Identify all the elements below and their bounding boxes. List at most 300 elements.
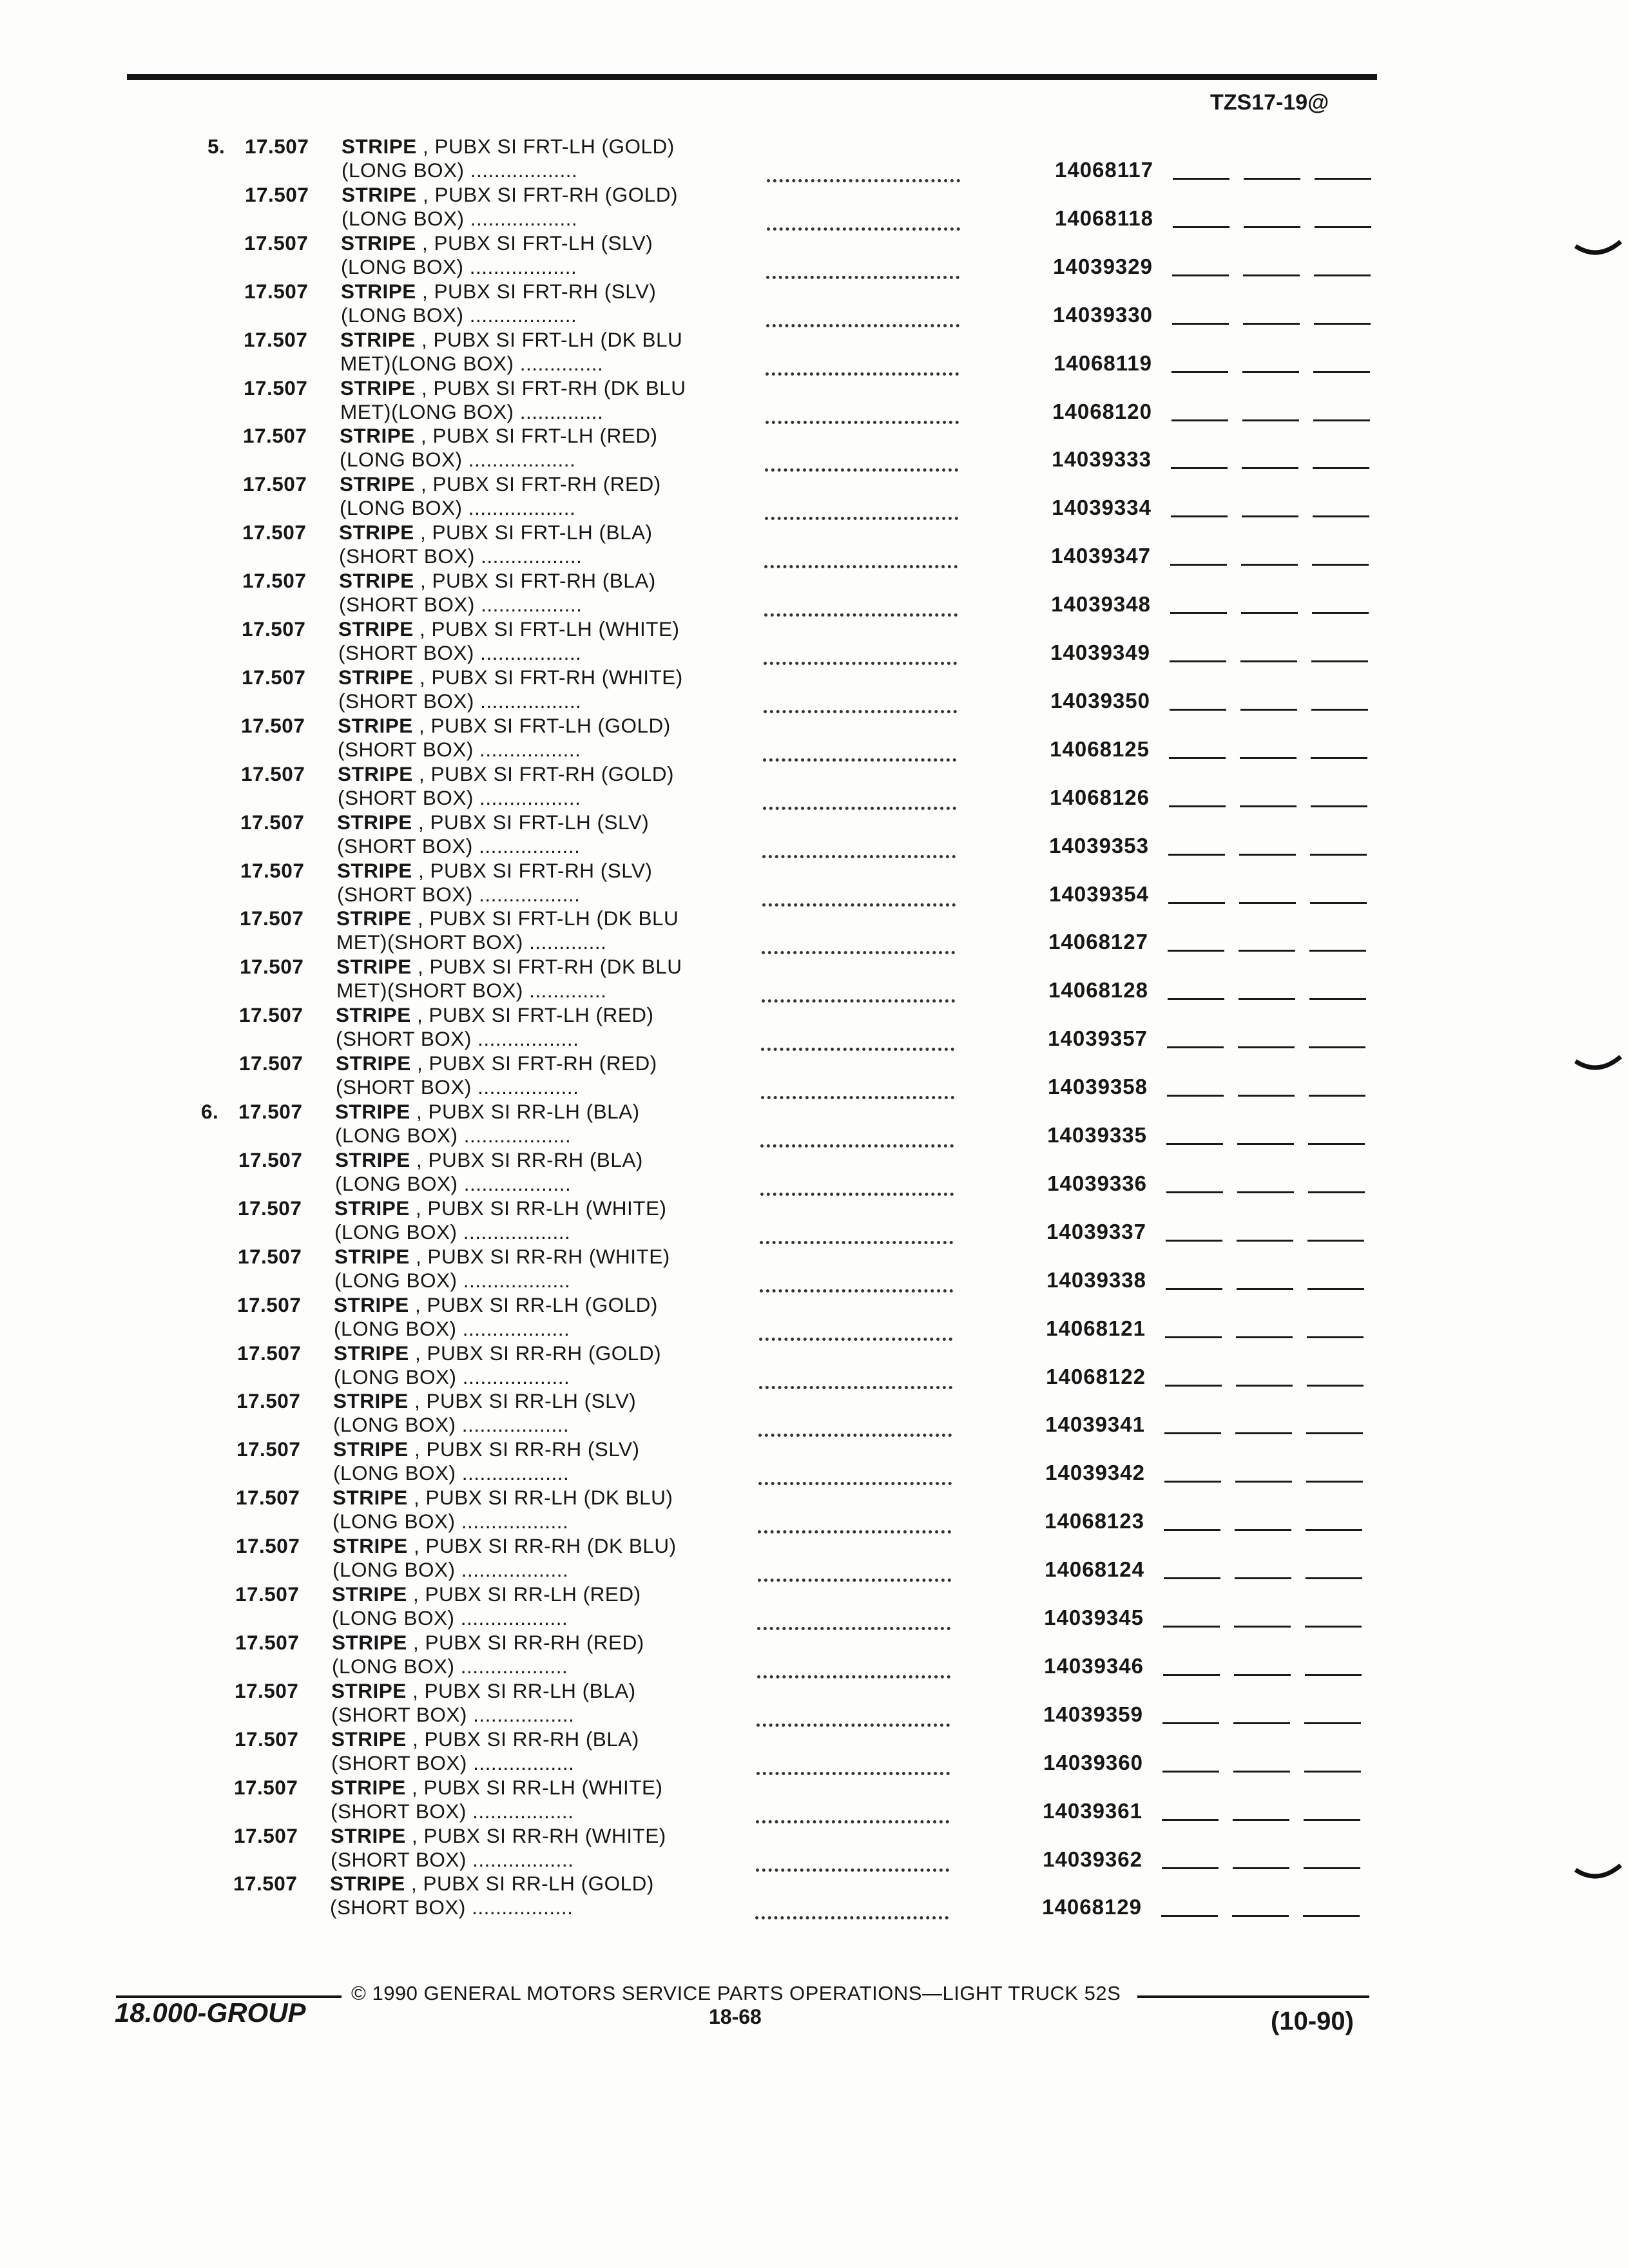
parts-entry — [0, 1582, 1619, 1630]
quantity-blank — [1171, 515, 1228, 517]
description-line-2: MET)(LONG BOX) .............. — [340, 400, 604, 423]
description-text: , PUBX SI RR-LH (GOLD) — [409, 1293, 658, 1316]
part-number: 14068123 — [1045, 1509, 1144, 1533]
description-line-2: (LONG BOX) .................. — [334, 1269, 571, 1292]
description-text: , PUBX SI RR-LH (WHITE) — [405, 1776, 663, 1799]
quantity-blank — [1236, 1336, 1293, 1338]
description-label: STRIPE — [336, 907, 412, 930]
description-line-1 — [339, 568, 656, 593]
description-line-1 — [332, 1582, 641, 1606]
parts-entry — [0, 1533, 1620, 1582]
description-label: STRIPE — [338, 762, 413, 785]
parts-entry — [0, 1389, 1621, 1437]
quantity-blank — [1304, 1819, 1360, 1821]
part-number: 14039345 — [1044, 1606, 1144, 1629]
quantity-blank — [1240, 709, 1297, 711]
description-line-2: (SHORT BOX) ................. — [338, 689, 582, 713]
description-line-1 — [339, 520, 653, 544]
description-line-1 — [334, 1341, 661, 1365]
description-text: , PUBX SI FRT-RH (RED) — [414, 472, 661, 495]
description-line-2: (LONG BOX) .................. — [333, 1510, 569, 1533]
leader-dots — [760, 1131, 954, 1148]
group-number: 17.507 — [242, 569, 307, 592]
description-label: STRIPE — [339, 521, 414, 544]
part-number: 14068121 — [1046, 1316, 1146, 1340]
quantity-blank — [1303, 1915, 1360, 1917]
quantity-blank — [1165, 1385, 1222, 1387]
description-text: , PUBX SI FRT-LH (DK BLU — [415, 328, 683, 351]
group-number: 17.507 — [244, 328, 308, 351]
footer-group-label: 18.000-GROUP — [115, 1997, 306, 2028]
quantity-blank — [1166, 1191, 1223, 1193]
description-line-2: MET)(LONG BOX) .............. — [340, 352, 604, 375]
quantity-blank — [1308, 1191, 1365, 1193]
item-number — [207, 279, 239, 303]
parts-entry — [0, 376, 1628, 424]
leader-dots — [761, 1035, 954, 1051]
parts-entry — [0, 568, 1626, 617]
quantity-blank — [1241, 564, 1298, 566]
description-label: STRIPE — [342, 183, 417, 206]
description-line-1 — [334, 1293, 658, 1317]
revision-date: (10-90) — [1271, 2007, 1354, 2035]
parts-entry — [0, 906, 1624, 954]
description-label: STRIPE — [338, 617, 414, 640]
item-number — [197, 1823, 229, 1848]
quantity-blank — [1162, 1819, 1219, 1821]
group-number: 17.507 — [245, 135, 309, 158]
description-text: , PUBX SI FRT-LH (WHITE) — [413, 617, 680, 640]
description-label: STRIPE — [337, 811, 412, 834]
leader-dots — [767, 166, 960, 182]
quantity-blank — [1169, 757, 1226, 759]
quantity-blank — [1237, 1143, 1294, 1145]
quantity-blank — [1170, 660, 1226, 662]
description-text: , PUBX SI FRT-RH (BLA) — [414, 569, 656, 592]
description-text: , PUBX SI FRT-LH (DK BLU — [411, 907, 679, 930]
item-number — [206, 327, 238, 352]
page-code: TZS17-19@ — [1210, 90, 1329, 115]
quantity-blank — [1306, 1529, 1362, 1531]
quantity-blank — [1239, 902, 1296, 904]
quantity-blank — [1312, 612, 1369, 614]
group-number: 17.507 — [241, 762, 305, 785]
quantity-blank — [1173, 226, 1229, 228]
parts-entry — [0, 1341, 1621, 1389]
group-number: 17.507 — [234, 1776, 298, 1799]
description-line-2: (SHORT BOX) ................. — [331, 1848, 574, 1871]
quantity-blank — [1309, 1095, 1365, 1097]
quantity-blank — [1240, 660, 1297, 662]
part-number: 14039362 — [1043, 1847, 1142, 1871]
part-number: 14068122 — [1046, 1365, 1146, 1389]
part-number: 14068117 — [1054, 158, 1153, 182]
description-text: , PUBX SI FRT-RH (SLV) — [416, 280, 657, 303]
leader-dots — [765, 504, 958, 520]
description-text: , PUBX SI RR-RH (WHITE) — [405, 1824, 666, 1847]
part-number: 14039347 — [1051, 544, 1151, 568]
description-text: , PUBX SI RR-RH (SLV) — [408, 1437, 640, 1461]
group-number: 17.507 — [236, 1389, 301, 1412]
item-number — [205, 568, 237, 593]
group-number: 17.507 — [243, 472, 307, 495]
group-number: 17.507 — [242, 617, 306, 640]
quantity-blank — [1307, 1385, 1364, 1387]
parts-entry — [0, 1871, 1617, 1919]
description-text: , PUBX SI FRT-LH (SLV) — [416, 231, 653, 255]
description-line-2: (SHORT BOX) ................. — [330, 1896, 574, 1919]
description-line-1 — [338, 713, 671, 738]
part-number: 14039333 — [1052, 447, 1152, 471]
description-line-1 — [340, 423, 658, 448]
description-line-1 — [338, 665, 683, 689]
group-number: 17.507 — [244, 376, 308, 399]
quantity-blank — [1172, 274, 1229, 276]
group-number: 17.507 — [242, 666, 306, 689]
group-number: 17.507 — [240, 811, 305, 834]
description-text: , PUBX SI FRT-RH (DK BLU — [415, 376, 686, 399]
description-line-1 — [334, 1196, 667, 1220]
quantity-blank — [1305, 1674, 1362, 1676]
item-number: 6. — [201, 1100, 219, 1123]
description-label: STRIPE — [334, 1245, 410, 1268]
leader-dots — [766, 263, 959, 279]
quantity-blank — [1242, 419, 1299, 421]
description-line-2: (LONG BOX) .................. — [340, 448, 576, 471]
parts-entry — [0, 1293, 1621, 1341]
quantity-blank — [1238, 1046, 1295, 1048]
description-line-1 — [335, 1099, 640, 1124]
item-number — [206, 376, 238, 400]
quantity-blank — [1166, 1143, 1223, 1145]
item-number — [206, 423, 238, 448]
item-number — [198, 1582, 230, 1606]
quantity-blank — [1170, 612, 1227, 614]
description-line-2: (SHORT BOX) ................. — [336, 1027, 579, 1050]
parts-entry — [0, 1196, 1622, 1244]
quantity-blank — [1304, 1867, 1360, 1869]
description-line-2: (LONG BOX) .................. — [342, 159, 578, 182]
description-line-2: (SHORT BOX) ................. — [338, 641, 582, 664]
description-line-1 — [342, 134, 675, 159]
part-number: 14039349 — [1050, 640, 1150, 664]
leader-dots — [763, 794, 956, 810]
quantity-blank — [1168, 854, 1225, 856]
leader-dots — [766, 360, 959, 376]
quantity-blank — [1173, 178, 1229, 180]
quantity-blank — [1311, 709, 1368, 711]
item-number — [200, 1244, 233, 1269]
description-line-2: (LONG BOX) .................. — [334, 1365, 570, 1389]
leader-dots — [762, 890, 956, 907]
margin-tick-mark — [1572, 1047, 1624, 1086]
description-label: STRIPE — [332, 1631, 407, 1654]
group-number: 17.507 — [241, 714, 305, 737]
description-line-1 — [331, 1823, 666, 1848]
description-line-2: (SHORT BOX) ................. — [339, 544, 583, 568]
leader-dots — [759, 1373, 952, 1389]
description-line-1 — [331, 1678, 636, 1703]
description-line-2: (LONG BOX) .................. — [334, 1220, 571, 1244]
quantity-blank — [1238, 1095, 1295, 1097]
group-number: 17.507 — [245, 183, 309, 206]
description-label: STRIPE — [332, 1582, 407, 1606]
quantity-blank — [1233, 1867, 1289, 1869]
quantity-blank — [1166, 1240, 1222, 1242]
quantity-blank — [1233, 1819, 1289, 1821]
description-label: STRIPE — [340, 328, 416, 351]
footer-rule-right — [1137, 1995, 1369, 1998]
group-number: 17.507 — [238, 1148, 303, 1171]
parts-entry — [0, 1630, 1619, 1678]
quantity-blank — [1237, 1240, 1293, 1242]
parts-entry — [0, 762, 1625, 810]
description-line-1 — [336, 906, 679, 930]
parts-entry — [0, 713, 1625, 762]
leader-dots — [762, 938, 955, 954]
leader-dots — [761, 1083, 954, 1099]
description-line-2: (SHORT BOX) ................. — [331, 1703, 575, 1726]
quantity-blank — [1243, 323, 1300, 325]
parts-entry — [0, 1678, 1619, 1727]
quantity-blank — [1304, 1722, 1361, 1724]
description-line-2: (LONG BOX) .................. — [341, 303, 577, 327]
leader-dots — [760, 1276, 953, 1293]
quantity-blank — [1168, 902, 1225, 904]
item-number — [204, 617, 236, 641]
description-text: , PUBX SI RR-LH (BLA) — [410, 1100, 640, 1123]
quantity-blank — [1168, 998, 1224, 1000]
item-number — [199, 1389, 231, 1413]
parts-entry — [0, 665, 1626, 713]
quantity-blank — [1170, 709, 1226, 711]
description-line-1 — [333, 1533, 677, 1558]
description-text: , PUBX SI FRT-LH (GOLD) — [412, 714, 671, 737]
part-number: 14039358 — [1048, 1075, 1148, 1099]
leader-dots — [764, 649, 957, 665]
description-text: , PUBX SI RR-RH (BLA) — [406, 1727, 639, 1751]
description-line-1 — [340, 327, 682, 352]
description-label: STRIPE — [341, 280, 416, 303]
description-line-1 — [342, 182, 678, 207]
item-number — [205, 520, 237, 544]
description-line-2: (LONG BOX) .................. — [333, 1558, 569, 1581]
quantity-blank — [1162, 1867, 1219, 1869]
description-text: , PUBX SI RR-LH (WHITE) — [409, 1196, 667, 1220]
description-line-1 — [337, 810, 649, 834]
description-line-1 — [334, 1244, 670, 1269]
group-number: 17.507 — [235, 1582, 300, 1606]
description-line-2: (SHORT BOX) ................. — [331, 1751, 575, 1774]
parts-entry — [0, 279, 1628, 327]
group-number: 17.507 — [238, 1245, 302, 1268]
description-label: STRIPE — [338, 666, 414, 689]
description-line-1 — [336, 954, 682, 979]
group-number: 17.507 — [235, 1727, 299, 1751]
part-number: 14039338 — [1046, 1268, 1146, 1292]
group-number: 17.507 — [244, 280, 309, 303]
group-number: 17.507 — [242, 521, 307, 544]
description-line-2: (SHORT BOX) ................. — [336, 1075, 579, 1099]
description-label: STRIPE — [340, 424, 415, 447]
quantity-blank — [1244, 178, 1300, 180]
group-number: 17.507 — [244, 231, 309, 255]
item-number — [207, 182, 240, 207]
description-line-1 — [330, 1871, 654, 1896]
part-number: 14068126 — [1050, 785, 1150, 809]
parts-entry — [0, 231, 1628, 279]
part-number: 14068119 — [1053, 351, 1152, 375]
quantity-blank — [1240, 805, 1296, 807]
item-number — [200, 1293, 232, 1317]
description-text: , PUBX SI RR-LH (SLV) — [408, 1389, 637, 1412]
description-line-2: (SHORT BOX) ................. — [338, 786, 581, 809]
parts-entry — [0, 810, 1624, 858]
margin-tick-mark — [1572, 1856, 1624, 1894]
item-number — [200, 1196, 233, 1220]
quantity-blank — [1310, 854, 1367, 856]
description-label: STRIPE — [333, 1437, 409, 1461]
quantity-blank — [1313, 371, 1370, 373]
leader-dots — [758, 1421, 952, 1437]
description-line-2: MET)(SHORT BOX) ............. — [336, 979, 607, 1002]
parts-entry — [0, 1003, 1623, 1051]
part-number: 14039337 — [1046, 1220, 1146, 1244]
description-label: STRIPE — [336, 1003, 411, 1026]
parts-entry — [0, 1051, 1623, 1099]
description-line-2: (SHORT BOX) ................. — [338, 738, 581, 761]
item-number: 5. — [207, 135, 226, 158]
part-number: 14068124 — [1045, 1557, 1144, 1581]
description-text: , PUBX SI RR-LH (BLA) — [406, 1679, 636, 1702]
description-line-2: (LONG BOX) .................. — [341, 255, 577, 278]
description-label: STRIPE — [336, 955, 412, 978]
description-line-1 — [336, 1003, 654, 1027]
part-number: 14039354 — [1049, 882, 1149, 906]
part-number: 14039336 — [1047, 1171, 1147, 1195]
part-number: 14039329 — [1053, 255, 1153, 278]
parts-entry — [0, 1727, 1619, 1775]
group-number: 17.507 — [236, 1486, 300, 1509]
part-number: 14039353 — [1049, 834, 1149, 858]
group-number: 17.507 — [237, 1293, 302, 1316]
quantity-blank — [1311, 757, 1367, 759]
quantity-blank — [1313, 419, 1370, 421]
description-text: , PUBX SI RR-RH (BLA) — [410, 1148, 643, 1171]
part-number: 14039330 — [1053, 303, 1153, 327]
part-number: 14039359 — [1043, 1702, 1143, 1726]
description-text: , PUBX SI FRT-RH (DK BLU — [411, 955, 682, 978]
description-line-2: (LONG BOX) .................. — [335, 1124, 572, 1147]
description-text: , PUBX SI FRT-LH (BLA) — [414, 521, 653, 544]
parts-entry — [0, 1775, 1618, 1823]
parts-entry — [0, 423, 1627, 472]
leader-dots — [760, 1180, 954, 1196]
copyright-notice: © 1990 GENERAL MOTORS SERVICE PARTS OPERATIONS—LIGHT TRUCK 52S — [351, 1982, 1121, 2004]
description-line-2: (LONG BOX) .................. — [335, 1172, 572, 1195]
description-text: , PUBX SI FRT-RH (GOLD) — [412, 762, 674, 785]
quantity-blank — [1165, 1336, 1222, 1338]
leader-dots — [757, 1662, 950, 1678]
description-label: STRIPE — [330, 1872, 405, 1895]
leader-dots — [767, 215, 960, 231]
group-number: 17.507 — [236, 1437, 301, 1461]
description-line-2: (SHORT BOX) ................. — [331, 1800, 574, 1823]
leader-dots — [758, 1469, 952, 1485]
group-number: 17.507 — [238, 1100, 303, 1123]
quantity-blank — [1239, 998, 1295, 1000]
quantity-blank — [1163, 1626, 1220, 1628]
group-number: 17.507 — [243, 424, 307, 447]
quantity-blank — [1239, 950, 1295, 952]
item-number — [197, 1678, 229, 1703]
quantity-blank — [1314, 274, 1371, 276]
parts-entry — [0, 954, 1624, 1003]
description-label: STRIPE — [331, 1727, 407, 1751]
quantity-blank — [1233, 1722, 1290, 1724]
part-number: 14039334 — [1052, 495, 1152, 519]
description-line-1 — [333, 1485, 673, 1510]
description-text: , PUBX SI RR-RH (DK BLU) — [407, 1534, 677, 1557]
leader-dots — [758, 1517, 951, 1533]
parts-entry — [0, 1099, 1623, 1148]
description-label: STRIPE — [340, 472, 415, 495]
quantity-blank — [1307, 1240, 1364, 1242]
description-text: , PUBX SI FRT-LH (RED) — [414, 424, 658, 447]
parts-entry — [0, 617, 1626, 665]
description-label: STRIPE — [337, 859, 412, 882]
leader-dots — [762, 986, 955, 1003]
description-line-2: (LONG BOX) .................. — [332, 1655, 568, 1678]
description-label: STRIPE — [339, 569, 414, 592]
description-line-2: (LONG BOX) .................. — [340, 496, 576, 519]
quantity-blank — [1167, 1095, 1224, 1097]
description-line-1 — [337, 858, 652, 883]
group-number: 17.507 — [240, 955, 304, 978]
quantity-blank — [1161, 1915, 1218, 1917]
description-line-2: (SHORT BOX) ................. — [339, 593, 583, 616]
description-line-2: (LONG BOX) .................. — [332, 1606, 568, 1629]
quantity-blank — [1235, 1529, 1291, 1531]
description-label: STRIPE — [333, 1389, 409, 1412]
description-text: , PUBX SI FRT-RH (RED) — [410, 1052, 657, 1075]
description-text: , PUBX SI RR-LH (RED) — [407, 1582, 641, 1606]
leader-dots — [757, 1759, 950, 1775]
quantity-blank — [1242, 371, 1299, 373]
description-line-1 — [331, 1727, 639, 1751]
description-line-2: (SHORT BOX) ................. — [337, 883, 581, 906]
leader-dots — [759, 1325, 952, 1341]
quantity-blank — [1164, 1481, 1221, 1483]
parts-entry — [0, 858, 1624, 907]
part-number: 14068125 — [1050, 737, 1150, 761]
margin-tick-mark — [1572, 232, 1624, 271]
quantity-blank — [1315, 226, 1371, 228]
item-number — [204, 713, 236, 738]
quantity-blank — [1306, 1481, 1363, 1483]
page-number: 18-68 — [709, 2005, 762, 2028]
quantity-blank — [1308, 1143, 1365, 1145]
item-number — [206, 472, 238, 496]
description-line-1 — [338, 617, 679, 641]
leader-dots — [764, 601, 958, 617]
description-label: STRIPE — [331, 1679, 407, 1702]
quantity-blank — [1237, 1288, 1293, 1290]
quantity-blank — [1242, 515, 1298, 517]
parts-entry — [0, 1244, 1622, 1293]
description-text: , PUBX SI FRT-RH (GOLD) — [416, 183, 678, 206]
description-line-1 — [340, 472, 661, 496]
